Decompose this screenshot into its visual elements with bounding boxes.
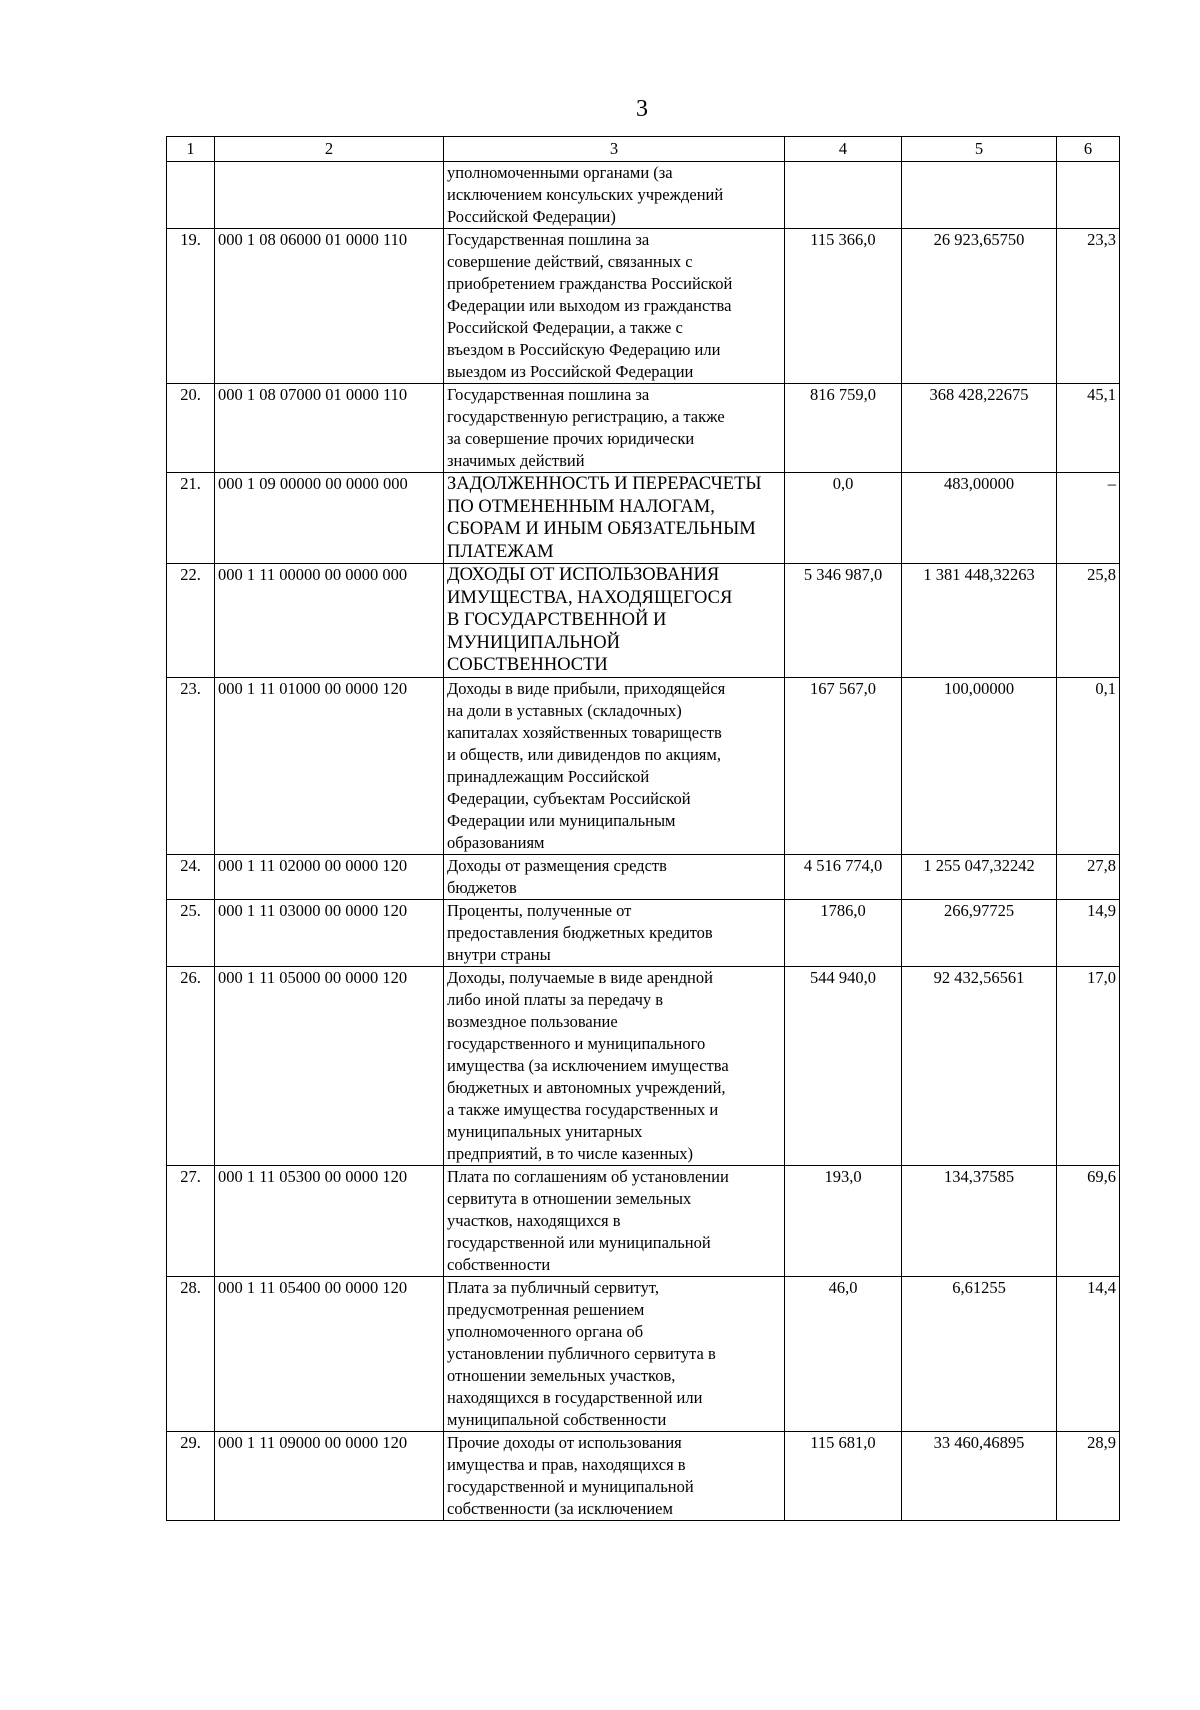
budget-code: 000 1 11 00000 00 0000 000	[215, 564, 444, 678]
table-row	[167, 1431, 1120, 1520]
revenue-table	[166, 136, 1120, 1521]
planned-amount: 46,0	[785, 1276, 902, 1431]
table-row	[167, 1276, 1120, 1431]
column-number-row	[167, 137, 1120, 162]
planned-amount: 4 516 774,0	[785, 854, 902, 899]
row-number: 20.	[167, 384, 215, 473]
continuation-row	[167, 162, 1120, 229]
planned-amount: 816 759,0	[785, 384, 902, 473]
budget-code: 000 1 11 03000 00 0000 120	[215, 899, 444, 966]
revenue-name: ЗАДОЛЖЕННОСТЬ И ПЕРЕРАСЧЕТЫ ПО ОТМЕНЕННЫМ НАЛОГАМ, СБОРАМ И ИНЫМ ОБЯЗАТЕЛЬНЫМ ПЛАТЕЖАМ	[444, 473, 785, 564]
table-row	[167, 1165, 1120, 1276]
row-number: 24.	[167, 854, 215, 899]
row-number: 28.	[167, 1276, 215, 1431]
execution-percent: 27,8	[1057, 854, 1120, 899]
planned-amount: 0,0	[785, 473, 902, 564]
revenue-name: Государственная пошлина за совершение действий, связанных с приобретением гражданства Российской Федерации или выходом из гражданства Российской Федерации, а также с въездом в Российскую Федерацию или выездом из Российской Федерации	[444, 229, 785, 384]
planned-amount: 115 681,0	[785, 1431, 902, 1520]
revenue-name: Доходы от размещения средств бюджетов	[444, 854, 785, 899]
revenue-name: Плата по соглашениям об установлении сервитута в отношении земельных участков, находящихся в государственной или муниципальной собственности	[444, 1165, 785, 1276]
column-header: 6	[1057, 137, 1120, 162]
execution-percent: 25,8	[1057, 564, 1120, 678]
budget-code: 000 1 11 05300 00 0000 120	[215, 1165, 444, 1276]
cell-fact	[902, 162, 1057, 229]
table-row	[167, 384, 1120, 473]
budget-code: 000 1 11 09000 00 0000 120	[215, 1431, 444, 1520]
actual-amount: 134,37585	[902, 1165, 1057, 1276]
row-number: 25.	[167, 899, 215, 966]
planned-amount: 1786,0	[785, 899, 902, 966]
actual-amount: 1 381 448,32263	[902, 564, 1057, 678]
cell-code	[215, 162, 444, 229]
row-number: 29.	[167, 1431, 215, 1520]
cell-num	[167, 162, 215, 229]
planned-amount: 167 567,0	[785, 677, 902, 854]
row-number: 22.	[167, 564, 215, 678]
budget-code: 000 1 11 02000 00 0000 120	[215, 854, 444, 899]
table-row	[167, 899, 1120, 966]
table-row	[167, 229, 1120, 384]
actual-amount: 100,00000	[902, 677, 1057, 854]
cell-plan	[785, 162, 902, 229]
actual-amount: 483,00000	[902, 473, 1057, 564]
execution-percent: 28,9	[1057, 1431, 1120, 1520]
row-number: 26.	[167, 966, 215, 1165]
execution-percent: 17,0	[1057, 966, 1120, 1165]
actual-amount: 266,97725	[902, 899, 1057, 966]
row-number: 27.	[167, 1165, 215, 1276]
revenue-name: Государственная пошлина за государственную регистрацию, а также за совершение прочих юридически значимых действий	[444, 384, 785, 473]
budget-code: 000 1 11 05400 00 0000 120	[215, 1276, 444, 1431]
actual-amount: 6,61255	[902, 1276, 1057, 1431]
budget-code: 000 1 11 05000 00 0000 120	[215, 966, 444, 1165]
revenue-name: Плата за публичный сервитут, предусмотренная решением уполномоченного органа об установлении публичного сервитута в отношении земельных участков, находящихся в государственной или муниципальной собственности	[444, 1276, 785, 1431]
table-row	[167, 564, 1120, 678]
planned-amount: 5 346 987,0	[785, 564, 902, 678]
column-header: 2	[215, 137, 444, 162]
continuation-text: уполномоченными органами (за исключением консульских учреждений Российской Федерации)	[444, 162, 785, 229]
actual-amount: 26 923,65750	[902, 229, 1057, 384]
actual-amount: 33 460,46895	[902, 1431, 1057, 1520]
row-number: 19.	[167, 229, 215, 384]
revenue-name: Прочие доходы от использования имущества и прав, находящихся в государственной и муниципальной собственности (за исключением	[444, 1431, 785, 1520]
column-header: 3	[444, 137, 785, 162]
planned-amount: 193,0	[785, 1165, 902, 1276]
row-number: 23.	[167, 677, 215, 854]
revenue-name: Проценты, полученные от предоставления бюджетных кредитов внутри страны	[444, 899, 785, 966]
cell-pct	[1057, 162, 1120, 229]
column-header: 5	[902, 137, 1057, 162]
budget-code: 000 1 08 06000 01 0000 110	[215, 229, 444, 384]
column-header: 1	[167, 137, 215, 162]
budget-code: 000 1 11 01000 00 0000 120	[215, 677, 444, 854]
actual-amount: 92 432,56561	[902, 966, 1057, 1165]
page-number: 3	[636, 96, 648, 122]
table-row	[167, 677, 1120, 854]
column-header: 4	[785, 137, 902, 162]
budget-code: 000 1 09 00000 00 0000 000	[215, 473, 444, 564]
actual-amount: 1 255 047,32242	[902, 854, 1057, 899]
execution-percent: 0,1	[1057, 677, 1120, 854]
budget-code: 000 1 08 07000 01 0000 110	[215, 384, 444, 473]
planned-amount: 115 366,0	[785, 229, 902, 384]
table-row	[167, 966, 1120, 1165]
revenue-name: Доходы в виде прибыли, приходящейся на доли в уставных (складочных) капиталах хозяйственных товариществ и обществ, или дивидендов по акциям, принадлежащим Российской Федерации, субъектам Российской Федерации или муниципальным образованиям	[444, 677, 785, 854]
execution-percent: 14,4	[1057, 1276, 1120, 1431]
table-row	[167, 854, 1120, 899]
row-number: 21.	[167, 473, 215, 564]
revenue-name: Доходы, получаемые в виде арендной либо иной платы за передачу в возмездное пользование государственного и муниципального имущества (за исключением имущества бюджетных и автономных учреждений, а также имущества государственных и муниципальных унитарных предприятий, в то числе казенных)	[444, 966, 785, 1165]
table-row	[167, 473, 1120, 564]
execution-percent: 14,9	[1057, 899, 1120, 966]
planned-amount: 544 940,0	[785, 966, 902, 1165]
revenue-name: ДОХОДЫ ОТ ИСПОЛЬЗОВАНИЯ ИМУЩЕСТВА, НАХОДЯЩЕГОСЯ В ГОСУДАРСТВЕННОЙ И МУНИЦИПАЛЬНОЙ СОБСТВЕННОСТИ	[444, 564, 785, 678]
execution-percent: 69,6	[1057, 1165, 1120, 1276]
execution-percent: 45,1	[1057, 384, 1120, 473]
execution-percent: 23,3	[1057, 229, 1120, 384]
actual-amount: 368 428,22675	[902, 384, 1057, 473]
execution-percent: –	[1057, 473, 1120, 564]
